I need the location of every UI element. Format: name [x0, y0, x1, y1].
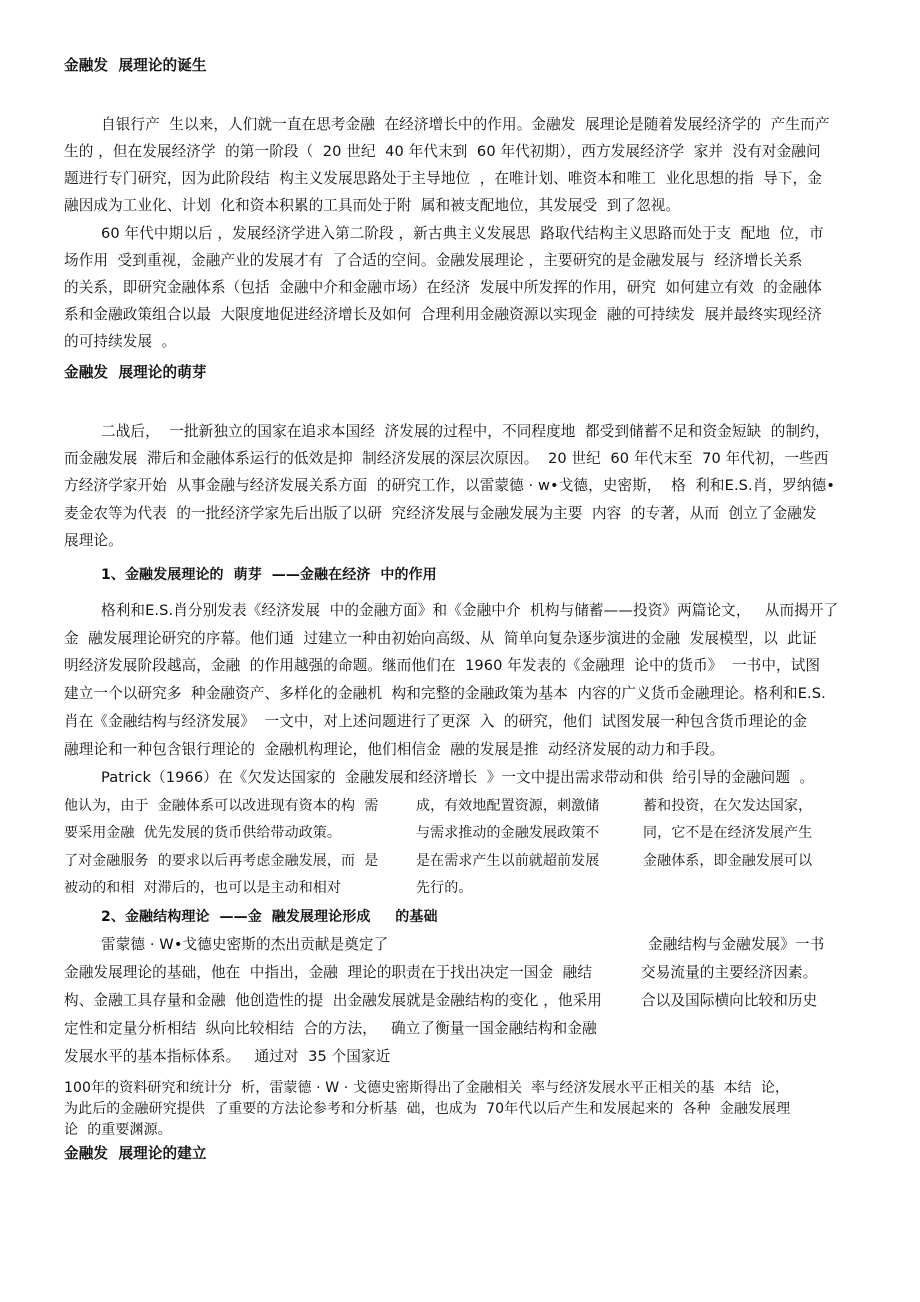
column-mid-line: 先行的。 [416, 880, 473, 896]
heading-establish: 金融发 展理论的建立 [64, 1145, 207, 1162]
text-line: 系和金融政策组合以最 大限度地促进经济增长及如何 合理利用金融资源以实现金 融的可持续发 展并最终实现经济 [64, 306, 822, 323]
text-line: Patrick（1966）在《欠发达国家的 金融发展和经济增长 》一文中提出需求带动和供 给引导的金融问题 。 [101, 769, 815, 786]
text-line: 展理论。 [64, 532, 123, 549]
column-right-line: 蓄和投资，在欠发达国家， [643, 798, 813, 814]
column-left-line: 被动的和相 对滞后的，也可以是主动和相对 [64, 880, 341, 896]
column-left-line: 了对金融服务 的要求以后再考虑金融发展，而 是 [64, 853, 379, 869]
text-line: 100年的资料研究和统计分 析，雷蒙德 · W · 戈德史密斯得出了金融相关 率与经济发展水平正相关的基 本结 论， [64, 1080, 790, 1096]
text-line: 明经济发展阶段越高，金融 的作用越强的命题。继而他们在 1960 年发表的《金融理 论中的货币》 一书中，试图 [64, 657, 821, 674]
text-line: 场作用 受到重视，金融产业的发展才有 了合适的空间。金融发展理论 ，主要研究的是金融发展与 经济增长关系 [64, 252, 803, 269]
text-line: 题进行专门研究，因为此阶段结 构主义发展思路处于主导地位 ，在唯计划、唯资本和唯工 业化思想的指 导下，金 [64, 170, 822, 187]
text-line: 融理论和一种包含银行理论的 金融机构理论，他们相信金 融的发展是推 动经济发展的动力和手段。 [64, 741, 725, 758]
text-line: 格利和E.S.肖分别发表《经济发展 中的金融方面》和《金融中介 机构与储蓄——投资》两篇论文， 从而揭开了 [101, 602, 839, 619]
gold-left-line: 定性和定量分析相结 纵向比较相结 合的方法， 确立了衡量一国金融结构和金融 [64, 1020, 597, 1037]
column-left-line: 他认为，由于 金融体系可以改进现有资本的构 需 [64, 798, 379, 814]
text-line: 金 融发展理论研究的序幕。他们通 过建立一种由初始向高级、从 简单向复杂逐步演进的金融 发展模型，以 此证 [64, 630, 817, 647]
column-right-line: 同，它不是在经济发展产生 [643, 825, 813, 841]
column-right-line: 金融体系，即金融发展可以 [643, 853, 813, 869]
text-line: 方经济学家开始 从事金融与经济发展关系方面 的研究工作，以雷蒙德 · w•戈德，史密斯， 格 利和E.S.肖，罗纳德• [64, 477, 835, 494]
text-line: 的关系，即研究金融体系（包括 金融中介和金融市场）在经济 发展中所发挥的作用，研究 如何建立有效 的金融体 [64, 279, 822, 296]
heading-birth: 金融发 展理论的诞生 [64, 57, 207, 74]
column-mid-line: 是在需求产生以前就超前发展 [416, 853, 600, 869]
gold-left-line: 雷蒙德 · W•戈德史密斯的杰出贡献是奠定了 [101, 936, 389, 953]
text-line: 的可持续发展 。 [64, 333, 177, 350]
subheading-1: 1、金融发展理论的 萌芽 ——金融在经济 中的作用 [101, 567, 437, 583]
heading-sprout: 金融发 展理论的萌芽 [64, 364, 207, 381]
text-line: 二战后， 一批新独立的国家在追求本国经 济发展的过程中，不同程度地 都受到储蓄不足和资金短缺 的制约， [101, 423, 830, 440]
text-line: 融因成为工业化、计划 化和资本积累的工具而处于附 属和被支配地位，其发展受 到了忽视。 [64, 197, 681, 214]
text-line: 自银行产 生以来，人们就一直在思考金融 在经济增长中的作用。金融发 展理论是随着发展经济学的 产生而产 [101, 116, 830, 133]
text-line: 麦金农等为代表 的一批经济学家先后出版了以研 究经济发展与金融发展为主要 内容 的专著，从而 创立了金融发 [64, 505, 817, 522]
text-line: 生的 ，但在发展经济学 的第一阶段（ 20 世纪 40 年代末到 60 年代初期），西方发展经济学 家并 没有对金融问 [64, 143, 821, 160]
text-line: 而金融发展 滞后和金融体系运行的低效是抑 制经济发展的深层次原因。 20 世纪 60 年代末至 70 年代初，一些西 [64, 450, 829, 467]
gold-left-line: 金融发展理论的基础，他在 中指出，金融 理论的职责在于找出决定一国金 融结 [64, 964, 593, 981]
column-mid-line: 与需求推动的金融发展政策不 [416, 825, 600, 841]
gold-right-line: 金融结构与金融发展》一书 [648, 936, 825, 953]
text-line: 肖在《金融结构与经济发展》 一文中，对上述问题进行了更深 入 的研究，他们 试图发展一种包含货币理论的金 [64, 713, 808, 730]
text-line: 论 的重要渊源。 [64, 1122, 172, 1138]
gold-right-line: 交易流量的主要经济因素。 [641, 964, 818, 981]
text-line: 60 年代中期以后 ，发展经济学进入第二阶段 ，新古典主义发展思 路取代结构主义思路而处于支 配地 位，市 [101, 225, 824, 242]
text-line: 为此后的金融研究提供 了重要的方法论参考和分析基 础，也成为 70年代以后产生和发展起来的 各种 金融发展理 [64, 1101, 791, 1117]
column-mid-line: 成，有效地配置资源，刺激储 [416, 798, 600, 814]
subheading-2: 2、金融结构理论 ——金 融发展理论形成 的基础 [101, 909, 438, 925]
text-line: 建立一个以研究多 种金融资产、多样化的金融机 构和完整的金融政策为基本 内容的广义货币金融理论。格利和E.S. [64, 685, 826, 702]
column-left-line: 要采用金融 优先发展的货币供给带动政策。 [64, 825, 341, 841]
gold-right-line: 合以及国际横向比较和历史 [641, 992, 818, 1009]
gold-left-line: 构、金融工具存量和金融 他创造性的提 出金融发展就是金融结构的变化 ，他采用 [64, 992, 602, 1009]
gold-left-line: 发展水平的基本指标体系。 通过对 35 个国家近 [64, 1048, 391, 1065]
